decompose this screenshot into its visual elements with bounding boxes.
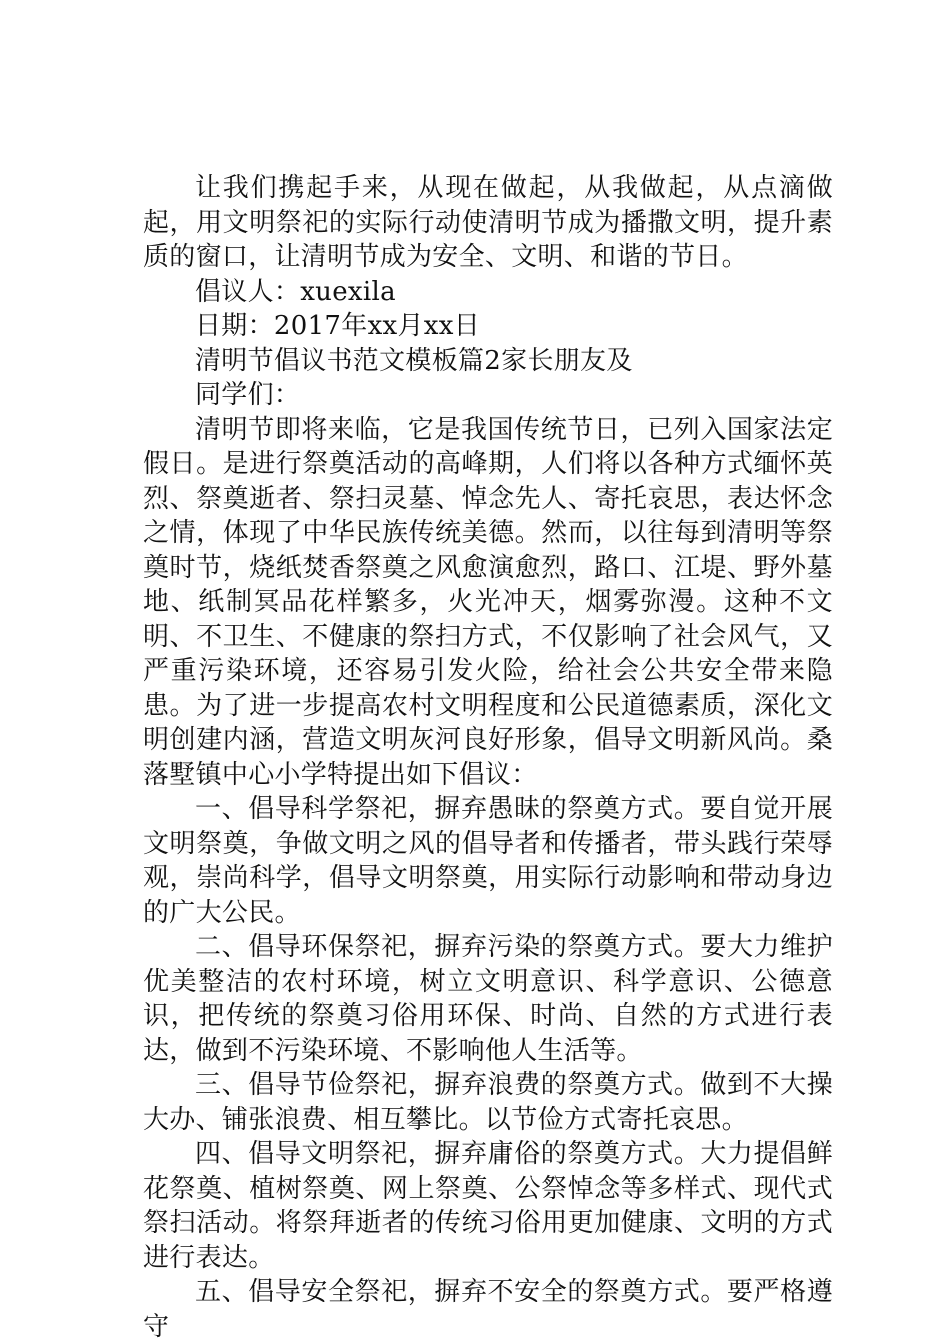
paragraph-article-2-heading: 清明节倡议书范文模板篇2家长朋友及 (195, 345, 633, 376)
paragraph-proposal-2: 二、倡导环保祭祀，摒弃污染的祭奠方式。要大力维护优美整洁的农村环境，树立文明意识、科学意识、公德意识，把传统的祭奠习俗用环保、时尚、自然的方式进行表达，做到不污染环境、不影响他人生活等。 (143, 932, 833, 1066)
paragraph-closing-appeal: 让我们携起手来，从现在做起，从我做起，从点滴做起，用文明祭祀的实际行动使清明节成为播撒文明，提升素质的窗口，让清明节成为安全、文明、和谐的节日。 (143, 173, 833, 272)
paragraph-initiator: 倡议人：xuexila (195, 276, 396, 307)
paragraph-salutation: 同学们： (195, 380, 301, 410)
paragraph-proposal-3: 三、倡导节俭祭祀，摒弃浪费的祭奠方式。做到不大操大办、铺张浪费、相互攀比。以节俭方式寄托哀思。 (143, 1070, 833, 1135)
paragraph-date: 日期：2017年xx月xx日 (195, 311, 481, 341)
paragraph-introduction: 清明节即将来临，它是我国传统节日，已列入国家法定假日。是进行祭奠活动的高峰期，人们将以各种方式缅怀英烈、祭奠逝者、祭扫灵墓、悼念先人、寄托哀思，表达怀念之情，体现了中华民族传统美德。然而，以往每到清明等祭奠时节，烧纸焚香祭奠之风愈演愈烈，路口、江堤、野外墓地、纸制冥品花样繁多，火光冲天，烟雾弥漫。这种不文明、不卫生、不健康的祭扫方式，不仅影响了社会风气，又严重污染环境，还容易引发火险，给社会公共安全带来隐患。为了进一步提高农村文明程度和公民道德素质，深化文明创建内涵，营造文明灰河良好形象，倡导文明新风尚。桑落墅镇中心小学特提出如下倡议： (143, 414, 833, 790)
paragraph-proposal-5: 五、倡导安全祭祀，摒弃不安全的祭奠方式。要严格遵守 (143, 1277, 833, 1342)
document-body (143, 171, 833, 1344)
paragraph-proposal-4: 四、倡导文明祭祀，摒弃庸俗的祭奠方式。大力提倡鲜花祭奠、植树祭奠、网上祭奠、公祭悼念等多样式、现代式祭扫活动。将祭拜逝者的传统习俗用更加健康、文明的方式进行表达。 (143, 1139, 833, 1273)
paragraph-proposal-1: 一、倡导科学祭祀，摒弃愚昧的祭奠方式。要自觉开展文明祭奠，争做文明之风的倡导者和传播者，带头践行荣辱观，崇尚科学，倡导文明祭奠，用实际行动影响和带动身边的广大公民。 (143, 794, 833, 928)
